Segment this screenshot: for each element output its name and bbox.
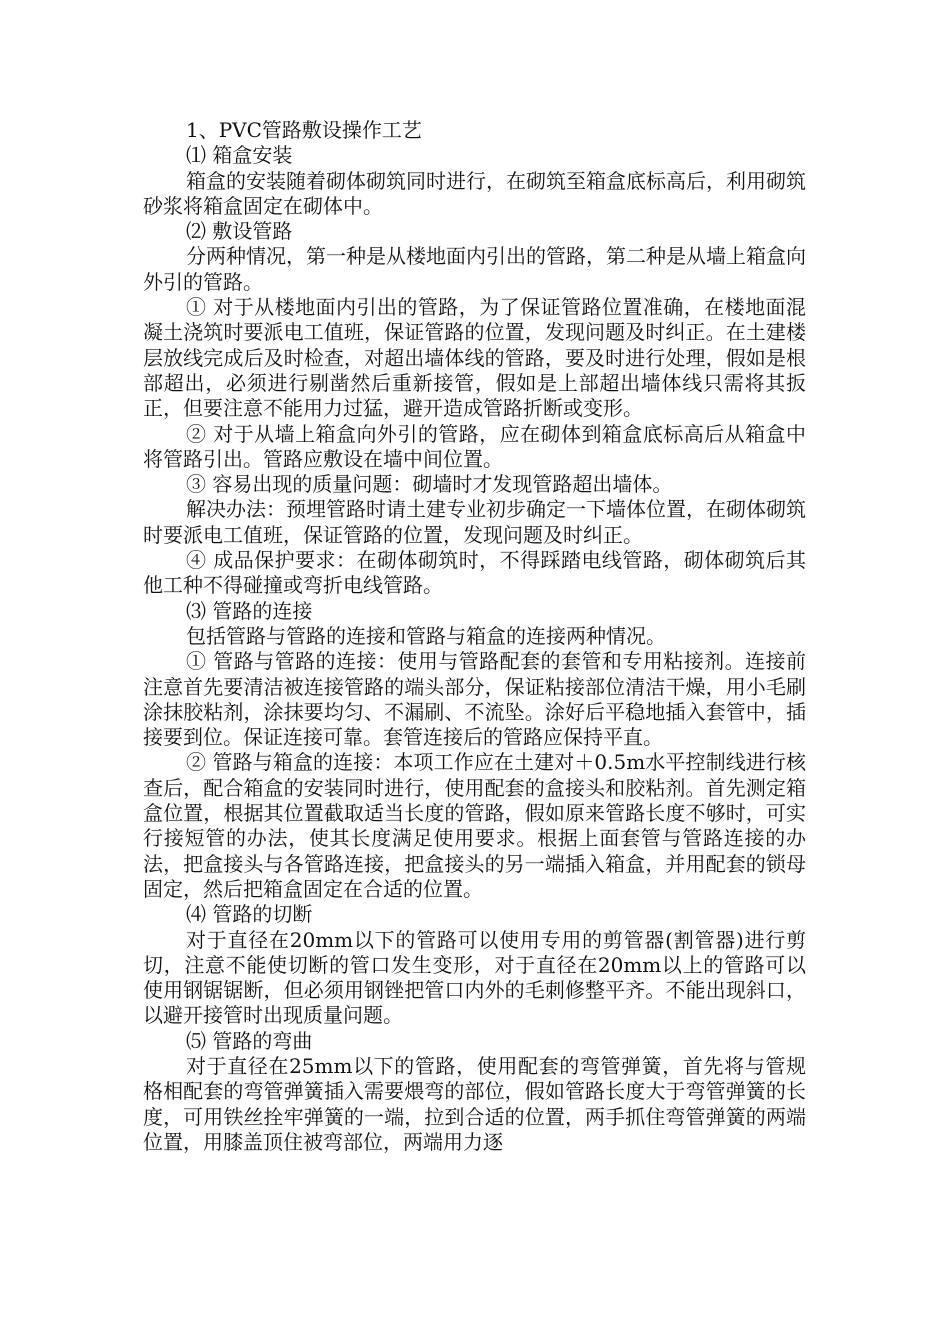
subsection-heading: ⑵ 敷设管路 [186, 219, 293, 244]
body-paragraph: 对于直径在25mm以下的管路，使用配套的弯管弹簧，首先将与管规格相配套的弯管弹簧插入需要煨弯的部位，假如管路长度大于弯管弹簧的长度，可用铁丝拴牢弹簧的一端，拉到合适的位置，两手抓住弯管弹簧的两端位置，用膝盖顶住被弯部位，两端用力逐 [143, 1053, 806, 1154]
body-paragraph: ① 管路与管路的连接：使用与管路配套的套管和专用粘接剂。连接前注意首先要清洁被连接管路的端头部分，保证粘接部位清洁干燥，用小毛刷涂抹胶粘剂，涂抹要均匀、不漏刷、不流坠。涂好后平稳地插入套管中，插接要到位。保证连接可靠。套管连接后的管路应保持平直。 [143, 649, 806, 750]
body-paragraph: ② 管路与箱盒的连接：本项工作应在土建对＋0.5m水平控制线进行核查后，配合箱盒的安装同时进行，使用配套的盒接头和胶粘剂。首先测定箱盒位置，根据其位置截取适当长度的管路，假如原来管路长度不够时，可实行接短管的办法，使其长度满足使用要求。根据上面套管与管路连接的办法，把盒接头与各管路连接，把盒接头的另一端插入箱盒，并用配套的锁母固定，然后把箱盒固定在合适的位置。 [143, 750, 806, 901]
subsection-heading: ⑸ 管路的弯曲 [186, 1028, 313, 1053]
section-heading: 1、PVC管路敷设操作工艺 [186, 118, 422, 142]
subsection-heading: ⑶ 管路的连接 [186, 598, 313, 623]
body-paragraph: 包括管路与管路的连接和管路与箱盒的连接两种情况。 [186, 623, 666, 648]
body-paragraph: ① 对于从楼地面内引出的管路，为了保证管路位置准确，在楼地面混凝土浇筑时要派电工值班，保证管路的位置，发现问题及时纠正。在土建楼层放线完成后及时检查，对超出墙体线的管路，要及时进行处理，假如是根部超出，必须进行剔凿然后重新接管，假如是上部超出墙体线只需将其扳正，但要注意不能用力过猛，避开造成管路折断或变形。 [143, 295, 806, 421]
body-paragraph: 分两种情况，第一种是从楼地面内引出的管路，第二种是从墙上箱盒向外引的管路。 [143, 244, 806, 294]
body-paragraph: ④ 成品保护要求：在砌体砌筑时，不得踩踏电线管路，砌体砌筑后其他工种不得碰撞或弯折电线管路。 [143, 548, 806, 598]
body-paragraph: 箱盒的安装随着砌体砌筑同时进行，在砌筑至箱盒底标高后，利用砌筑砂浆将箱盒固定在砌体中。 [143, 168, 806, 218]
body-paragraph: ③ 容易出现的质量问题：砌墙时才发现管路超出墙体。 [186, 472, 673, 497]
subsection-heading: ⑴ 箱盒安装 [186, 143, 293, 168]
body-paragraph: 解决办法：预埋管路时请土建专业初步确定一下墙体位置，在砌体砌筑时要派电工值班，保证管路的位置，发现问题及时纠正。 [143, 497, 806, 547]
subsection-heading: ⑷ 管路的切断 [186, 902, 313, 927]
body-paragraph: 对于直径在20mm以下的管路可以使用专用的剪管器(割管器)进行剪切，注意不能使切断的管口发生变形，对于直径在20mm以上的管路可以使用钢锯锯断，但必须用钢锉把管口内外的毛刺修整平齐。不能出现斜口，以避开接管时出现质量问题。 [143, 927, 806, 1028]
document-body [143, 118, 806, 1155]
body-paragraph: ② 对于从墙上箱盒向外引的管路，应在砌体到箱盒底标高后从箱盒中将管路引出。管路应敷设在墙中间位置。 [143, 421, 806, 471]
